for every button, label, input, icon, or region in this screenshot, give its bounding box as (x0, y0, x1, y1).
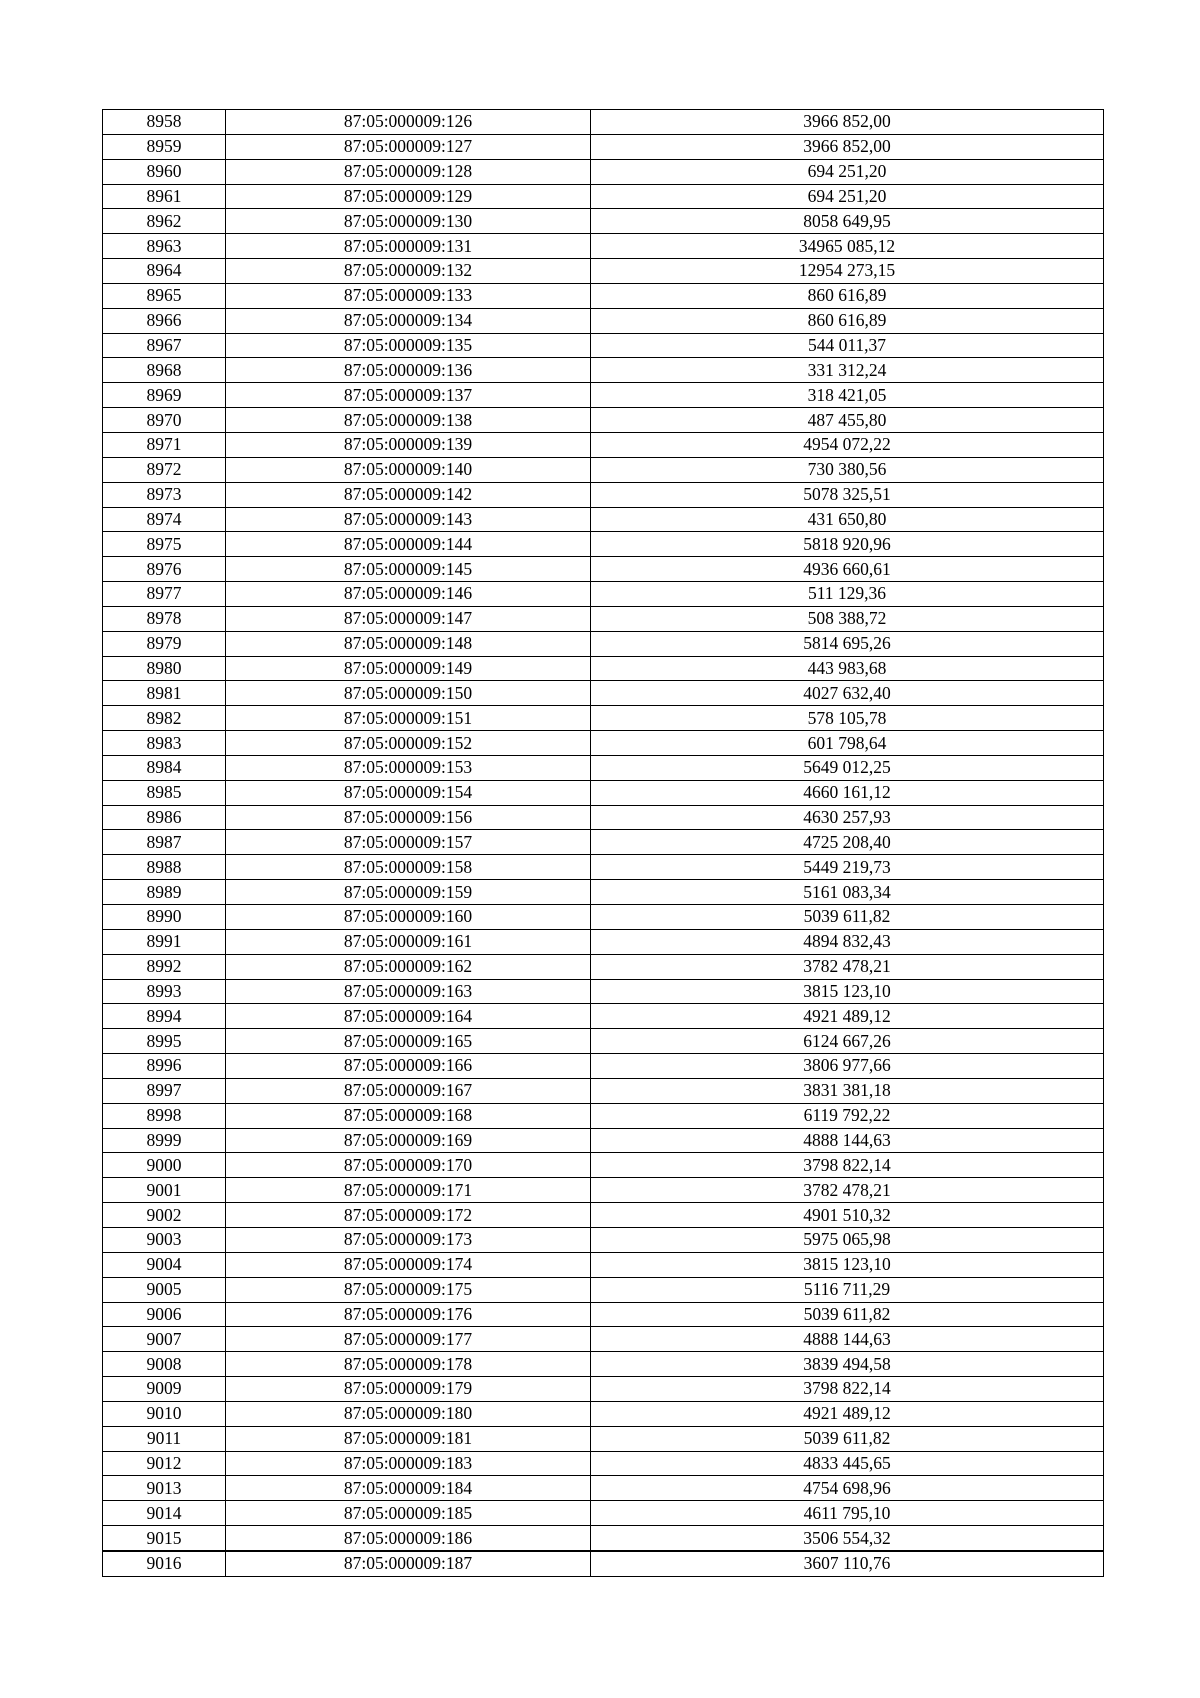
cadastral-number-cell: 87:05:000009:176 (226, 1302, 591, 1327)
cadastral-value-cell: 5039 611,82 (591, 1426, 1104, 1451)
row-number-cell: 8997 (103, 1078, 226, 1103)
row-number-cell: 8963 (103, 234, 226, 259)
cadastral-value-cell: 3815 123,10 (591, 1252, 1104, 1277)
table-row (103, 1377, 1104, 1402)
table-row (103, 209, 1104, 234)
cadastral-value-cell: 694 251,20 (591, 184, 1104, 209)
table-row (103, 283, 1104, 308)
cadastral-value-cell: 578 105,78 (591, 706, 1104, 731)
cadastral-value-cell: 3831 381,18 (591, 1078, 1104, 1103)
row-number-cell: 8999 (103, 1128, 226, 1153)
cadastral-number-cell: 87:05:000009:171 (226, 1178, 591, 1203)
row-number-cell: 9008 (103, 1352, 226, 1377)
cadastral-number-cell: 87:05:000009:173 (226, 1227, 591, 1252)
cadastral-number-cell: 87:05:000009:165 (226, 1029, 591, 1054)
cadastral-number-cell: 87:05:000009:162 (226, 954, 591, 979)
cadastral-number-cell: 87:05:000009:135 (226, 333, 591, 358)
table-row (103, 184, 1104, 209)
row-number-cell: 8962 (103, 209, 226, 234)
cadastral-number-cell: 87:05:000009:174 (226, 1252, 591, 1277)
cadastral-number-cell: 87:05:000009:168 (226, 1103, 591, 1128)
cadastral-number-cell: 87:05:000009:133 (226, 283, 591, 308)
row-number-cell: 8996 (103, 1054, 226, 1079)
table-row (103, 656, 1104, 681)
table-row (103, 1203, 1104, 1228)
cadastral-number-cell: 87:05:000009:129 (226, 184, 591, 209)
cadastral-value-cell: 4894 832,43 (591, 929, 1104, 954)
cadastral-value-cell: 860 616,89 (591, 283, 1104, 308)
cadastral-number-cell: 87:05:000009:148 (226, 631, 591, 656)
cadastral-number-cell: 87:05:000009:127 (226, 134, 591, 159)
cadastral-number-cell: 87:05:000009:161 (226, 929, 591, 954)
cadastral-number-cell: 87:05:000009:167 (226, 1078, 591, 1103)
table-row (103, 1302, 1104, 1327)
table-row (103, 954, 1104, 979)
cadastral-value-cell: 487 455,80 (591, 408, 1104, 433)
cadastral-number-cell: 87:05:000009:131 (226, 234, 591, 259)
cadastral-number-cell: 87:05:000009:151 (226, 706, 591, 731)
row-number-cell: 8981 (103, 681, 226, 706)
table-row (103, 979, 1104, 1004)
row-number-cell: 9003 (103, 1227, 226, 1252)
row-number-cell: 8982 (103, 706, 226, 731)
table-row (103, 1029, 1104, 1054)
cadastral-value-cell: 694 251,20 (591, 159, 1104, 184)
cadastral-value-cell: 4754 698,96 (591, 1476, 1104, 1501)
cadastral-value-cell: 6119 792,22 (591, 1103, 1104, 1128)
cadastral-value-cell: 5039 611,82 (591, 905, 1104, 930)
row-number-cell: 8987 (103, 830, 226, 855)
table-row (103, 482, 1104, 507)
cadastral-value-cell: 443 983,68 (591, 656, 1104, 681)
cadastral-value-cell: 5078 325,51 (591, 482, 1104, 507)
cadastral-number-cell: 87:05:000009:137 (226, 383, 591, 408)
row-number-cell: 9006 (103, 1302, 226, 1327)
row-number-cell: 9012 (103, 1451, 226, 1476)
cadastral-number-cell: 87:05:000009:183 (226, 1451, 591, 1476)
table-row (103, 1327, 1104, 1352)
cadastral-value-cell: 318 421,05 (591, 383, 1104, 408)
cadastral-value-cell: 5039 611,82 (591, 1302, 1104, 1327)
row-number-cell: 8974 (103, 507, 226, 532)
table-row (103, 234, 1104, 259)
row-number-cell: 8968 (103, 358, 226, 383)
cadastral-number-cell: 87:05:000009:150 (226, 681, 591, 706)
cadastral-number-cell: 87:05:000009:166 (226, 1054, 591, 1079)
table-row (103, 507, 1104, 532)
cadastral-number-cell: 87:05:000009:145 (226, 557, 591, 582)
cadastral-value-cell: 3966 852,00 (591, 110, 1104, 135)
row-number-cell: 8986 (103, 805, 226, 830)
cadastral-value-cell: 4833 445,65 (591, 1451, 1104, 1476)
row-number-cell: 8979 (103, 631, 226, 656)
table-row (103, 582, 1104, 607)
cadastral-value-cell: 5814 695,26 (591, 631, 1104, 656)
table-row (103, 1227, 1104, 1252)
row-number-cell: 9010 (103, 1401, 226, 1426)
cadastral-value-cell: 544 011,37 (591, 333, 1104, 358)
cadastral-number-cell: 87:05:000009:128 (226, 159, 591, 184)
table-row (103, 1451, 1104, 1476)
cadastral-number-cell: 87:05:000009:144 (226, 532, 591, 557)
cadastral-number-cell: 87:05:000009:181 (226, 1426, 591, 1451)
row-number-cell: 9005 (103, 1277, 226, 1302)
table-row (103, 830, 1104, 855)
cadastral-number-cell: 87:05:000009:179 (226, 1377, 591, 1402)
cadastral-value-cell: 3506 554,32 (591, 1526, 1104, 1551)
cadastral-value-table (102, 109, 1104, 1577)
table-row (103, 706, 1104, 731)
row-number-cell: 8983 (103, 731, 226, 756)
cadastral-number-cell: 87:05:000009:163 (226, 979, 591, 1004)
cadastral-number-cell: 87:05:000009:158 (226, 855, 591, 880)
cadastral-value-cell: 4888 144,63 (591, 1327, 1104, 1352)
cadastral-value-cell: 8058 649,95 (591, 209, 1104, 234)
table-row (103, 681, 1104, 706)
table-row (103, 358, 1104, 383)
cadastral-value-cell: 4936 660,61 (591, 557, 1104, 582)
cadastral-number-cell: 87:05:000009:143 (226, 507, 591, 532)
table-row (103, 1252, 1104, 1277)
cadastral-number-cell: 87:05:000009:154 (226, 780, 591, 805)
row-number-cell: 8985 (103, 780, 226, 805)
table-row (103, 134, 1104, 159)
cadastral-value-cell: 331 312,24 (591, 358, 1104, 383)
table-row (103, 805, 1104, 830)
row-number-cell: 8975 (103, 532, 226, 557)
row-number-cell: 8964 (103, 259, 226, 284)
cadastral-number-cell: 87:05:000009:164 (226, 1004, 591, 1029)
cadastral-number-cell: 87:05:000009:132 (226, 259, 591, 284)
cadastral-value-cell: 860 616,89 (591, 308, 1104, 333)
cadastral-number-cell: 87:05:000009:140 (226, 457, 591, 482)
cadastral-value-cell: 508 388,72 (591, 606, 1104, 631)
cadastral-value-cell: 3798 822,14 (591, 1377, 1104, 1402)
cadastral-value-cell: 5116 711,29 (591, 1277, 1104, 1302)
table-row (103, 1054, 1104, 1079)
row-number-cell: 8966 (103, 308, 226, 333)
cadastral-value-cell: 3782 478,21 (591, 1178, 1104, 1203)
table-row (103, 1352, 1104, 1377)
cadastral-number-cell: 87:05:000009:146 (226, 582, 591, 607)
cadastral-value-cell: 6124 667,26 (591, 1029, 1104, 1054)
cadastral-value-cell: 4901 510,32 (591, 1203, 1104, 1228)
row-number-cell: 8961 (103, 184, 226, 209)
cadastral-value-cell: 34965 085,12 (591, 234, 1104, 259)
cadastral-value-cell: 3966 852,00 (591, 134, 1104, 159)
row-number-cell: 8978 (103, 606, 226, 631)
row-number-cell: 8995 (103, 1029, 226, 1054)
cadastral-number-cell: 87:05:000009:138 (226, 408, 591, 433)
cadastral-value-cell: 4611 795,10 (591, 1501, 1104, 1526)
row-number-cell: 8965 (103, 283, 226, 308)
cadastral-value-cell: 5818 920,96 (591, 532, 1104, 557)
row-number-cell: 8960 (103, 159, 226, 184)
row-number-cell: 9011 (103, 1426, 226, 1451)
table-row (103, 905, 1104, 930)
table-row (103, 1551, 1104, 1576)
cadastral-number-cell: 87:05:000009:156 (226, 805, 591, 830)
table-row (103, 1103, 1104, 1128)
row-number-cell: 8989 (103, 880, 226, 905)
table-row (103, 855, 1104, 880)
row-number-cell: 9013 (103, 1476, 226, 1501)
row-number-cell: 9000 (103, 1153, 226, 1178)
cadastral-value-cell: 4027 632,40 (591, 681, 1104, 706)
table-row (103, 780, 1104, 805)
table-row (103, 159, 1104, 184)
table-row (103, 383, 1104, 408)
table-row (103, 408, 1104, 433)
cadastral-number-cell: 87:05:000009:126 (226, 110, 591, 135)
table-row (103, 631, 1104, 656)
table-row (103, 1501, 1104, 1526)
table-row (103, 110, 1104, 135)
table-row (103, 432, 1104, 457)
row-number-cell: 8973 (103, 482, 226, 507)
row-number-cell: 9004 (103, 1252, 226, 1277)
row-number-cell: 8959 (103, 134, 226, 159)
table-row (103, 259, 1104, 284)
table-row (103, 1526, 1104, 1551)
cadastral-value-cell: 12954 273,15 (591, 259, 1104, 284)
row-number-cell: 8988 (103, 855, 226, 880)
cadastral-number-cell: 87:05:000009:160 (226, 905, 591, 930)
table-row (103, 333, 1104, 358)
table-row (103, 308, 1104, 333)
row-number-cell: 9007 (103, 1327, 226, 1352)
cadastral-value-cell: 4660 161,12 (591, 780, 1104, 805)
cadastral-number-cell: 87:05:000009:142 (226, 482, 591, 507)
table-row (103, 755, 1104, 780)
cadastral-number-cell: 87:05:000009:185 (226, 1501, 591, 1526)
cadastral-number-cell: 87:05:000009:152 (226, 731, 591, 756)
cadastral-value-cell: 4954 072,22 (591, 432, 1104, 457)
table-body (103, 110, 1104, 1577)
row-number-cell: 8980 (103, 656, 226, 681)
row-number-cell: 8990 (103, 905, 226, 930)
table-row (103, 880, 1104, 905)
row-number-cell: 9009 (103, 1377, 226, 1402)
row-number-cell: 8977 (103, 582, 226, 607)
cadastral-value-cell: 431 650,80 (591, 507, 1104, 532)
cadastral-value-cell: 5161 083,34 (591, 880, 1104, 905)
cadastral-number-cell: 87:05:000009:170 (226, 1153, 591, 1178)
cadastral-number-cell: 87:05:000009:134 (226, 308, 591, 333)
table-row (103, 557, 1104, 582)
cadastral-number-cell: 87:05:000009:180 (226, 1401, 591, 1426)
cadastral-number-cell: 87:05:000009:157 (226, 830, 591, 855)
table-row (103, 1178, 1104, 1203)
cadastral-number-cell: 87:05:000009:149 (226, 656, 591, 681)
table-row (103, 929, 1104, 954)
row-number-cell: 8991 (103, 929, 226, 954)
cadastral-number-cell: 87:05:000009:153 (226, 755, 591, 780)
table-row (103, 1401, 1104, 1426)
row-number-cell: 8972 (103, 457, 226, 482)
row-number-cell: 8969 (103, 383, 226, 408)
cadastral-value-cell: 3806 977,66 (591, 1054, 1104, 1079)
cadastral-value-cell: 3607 110,76 (591, 1551, 1104, 1576)
cadastral-value-cell: 4921 489,12 (591, 1004, 1104, 1029)
cadastral-number-cell: 87:05:000009:169 (226, 1128, 591, 1153)
cadastral-number-cell: 87:05:000009:159 (226, 880, 591, 905)
cadastral-value-cell: 4888 144,63 (591, 1128, 1104, 1153)
row-number-cell: 9002 (103, 1203, 226, 1228)
cadastral-number-cell: 87:05:000009:136 (226, 358, 591, 383)
cadastral-number-cell: 87:05:000009:186 (226, 1526, 591, 1551)
row-number-cell: 8970 (103, 408, 226, 433)
table-row (103, 457, 1104, 482)
row-number-cell: 8976 (103, 557, 226, 582)
table-row (103, 606, 1104, 631)
row-number-cell: 8967 (103, 333, 226, 358)
row-number-cell: 9001 (103, 1178, 226, 1203)
cadastral-value-cell: 5975 065,98 (591, 1227, 1104, 1252)
cadastral-value-cell: 511 129,36 (591, 582, 1104, 607)
row-number-cell: 8993 (103, 979, 226, 1004)
cadastral-value-cell: 4921 489,12 (591, 1401, 1104, 1426)
table-row (103, 1153, 1104, 1178)
cadastral-value-cell: 601 798,64 (591, 731, 1104, 756)
row-number-cell: 9015 (103, 1526, 226, 1551)
table-row (103, 1426, 1104, 1451)
row-number-cell: 9016 (103, 1551, 226, 1576)
cadastral-number-cell: 87:05:000009:175 (226, 1277, 591, 1302)
cadastral-number-cell: 87:05:000009:147 (226, 606, 591, 631)
cadastral-number-cell: 87:05:000009:130 (226, 209, 591, 234)
cadastral-number-cell: 87:05:000009:139 (226, 432, 591, 457)
cadastral-value-cell: 730 380,56 (591, 457, 1104, 482)
cadastral-value-cell: 3798 822,14 (591, 1153, 1104, 1178)
table-row (103, 1128, 1104, 1153)
table-row (103, 532, 1104, 557)
cadastral-value-cell: 4630 257,93 (591, 805, 1104, 830)
cadastral-value-cell: 5449 219,73 (591, 855, 1104, 880)
row-number-cell: 8971 (103, 432, 226, 457)
table-row (103, 1476, 1104, 1501)
row-number-cell: 8984 (103, 755, 226, 780)
row-number-cell: 8998 (103, 1103, 226, 1128)
cadastral-value-cell: 5649 012,25 (591, 755, 1104, 780)
row-number-cell: 8994 (103, 1004, 226, 1029)
table-row (103, 1277, 1104, 1302)
cadastral-value-cell: 3782 478,21 (591, 954, 1104, 979)
table-row (103, 1078, 1104, 1103)
row-number-cell: 8992 (103, 954, 226, 979)
table-row (103, 1004, 1104, 1029)
cadastral-value-cell: 4725 208,40 (591, 830, 1104, 855)
cadastral-number-cell: 87:05:000009:187 (226, 1551, 591, 1576)
row-number-cell: 9014 (103, 1501, 226, 1526)
cadastral-number-cell: 87:05:000009:184 (226, 1476, 591, 1501)
cadastral-number-cell: 87:05:000009:178 (226, 1352, 591, 1377)
cadastral-value-cell: 3815 123,10 (591, 979, 1104, 1004)
row-number-cell: 8958 (103, 110, 226, 135)
cadastral-number-cell: 87:05:000009:172 (226, 1203, 591, 1228)
table-row (103, 731, 1104, 756)
cadastral-value-cell: 3839 494,58 (591, 1352, 1104, 1377)
cadastral-number-cell: 87:05:000009:177 (226, 1327, 591, 1352)
